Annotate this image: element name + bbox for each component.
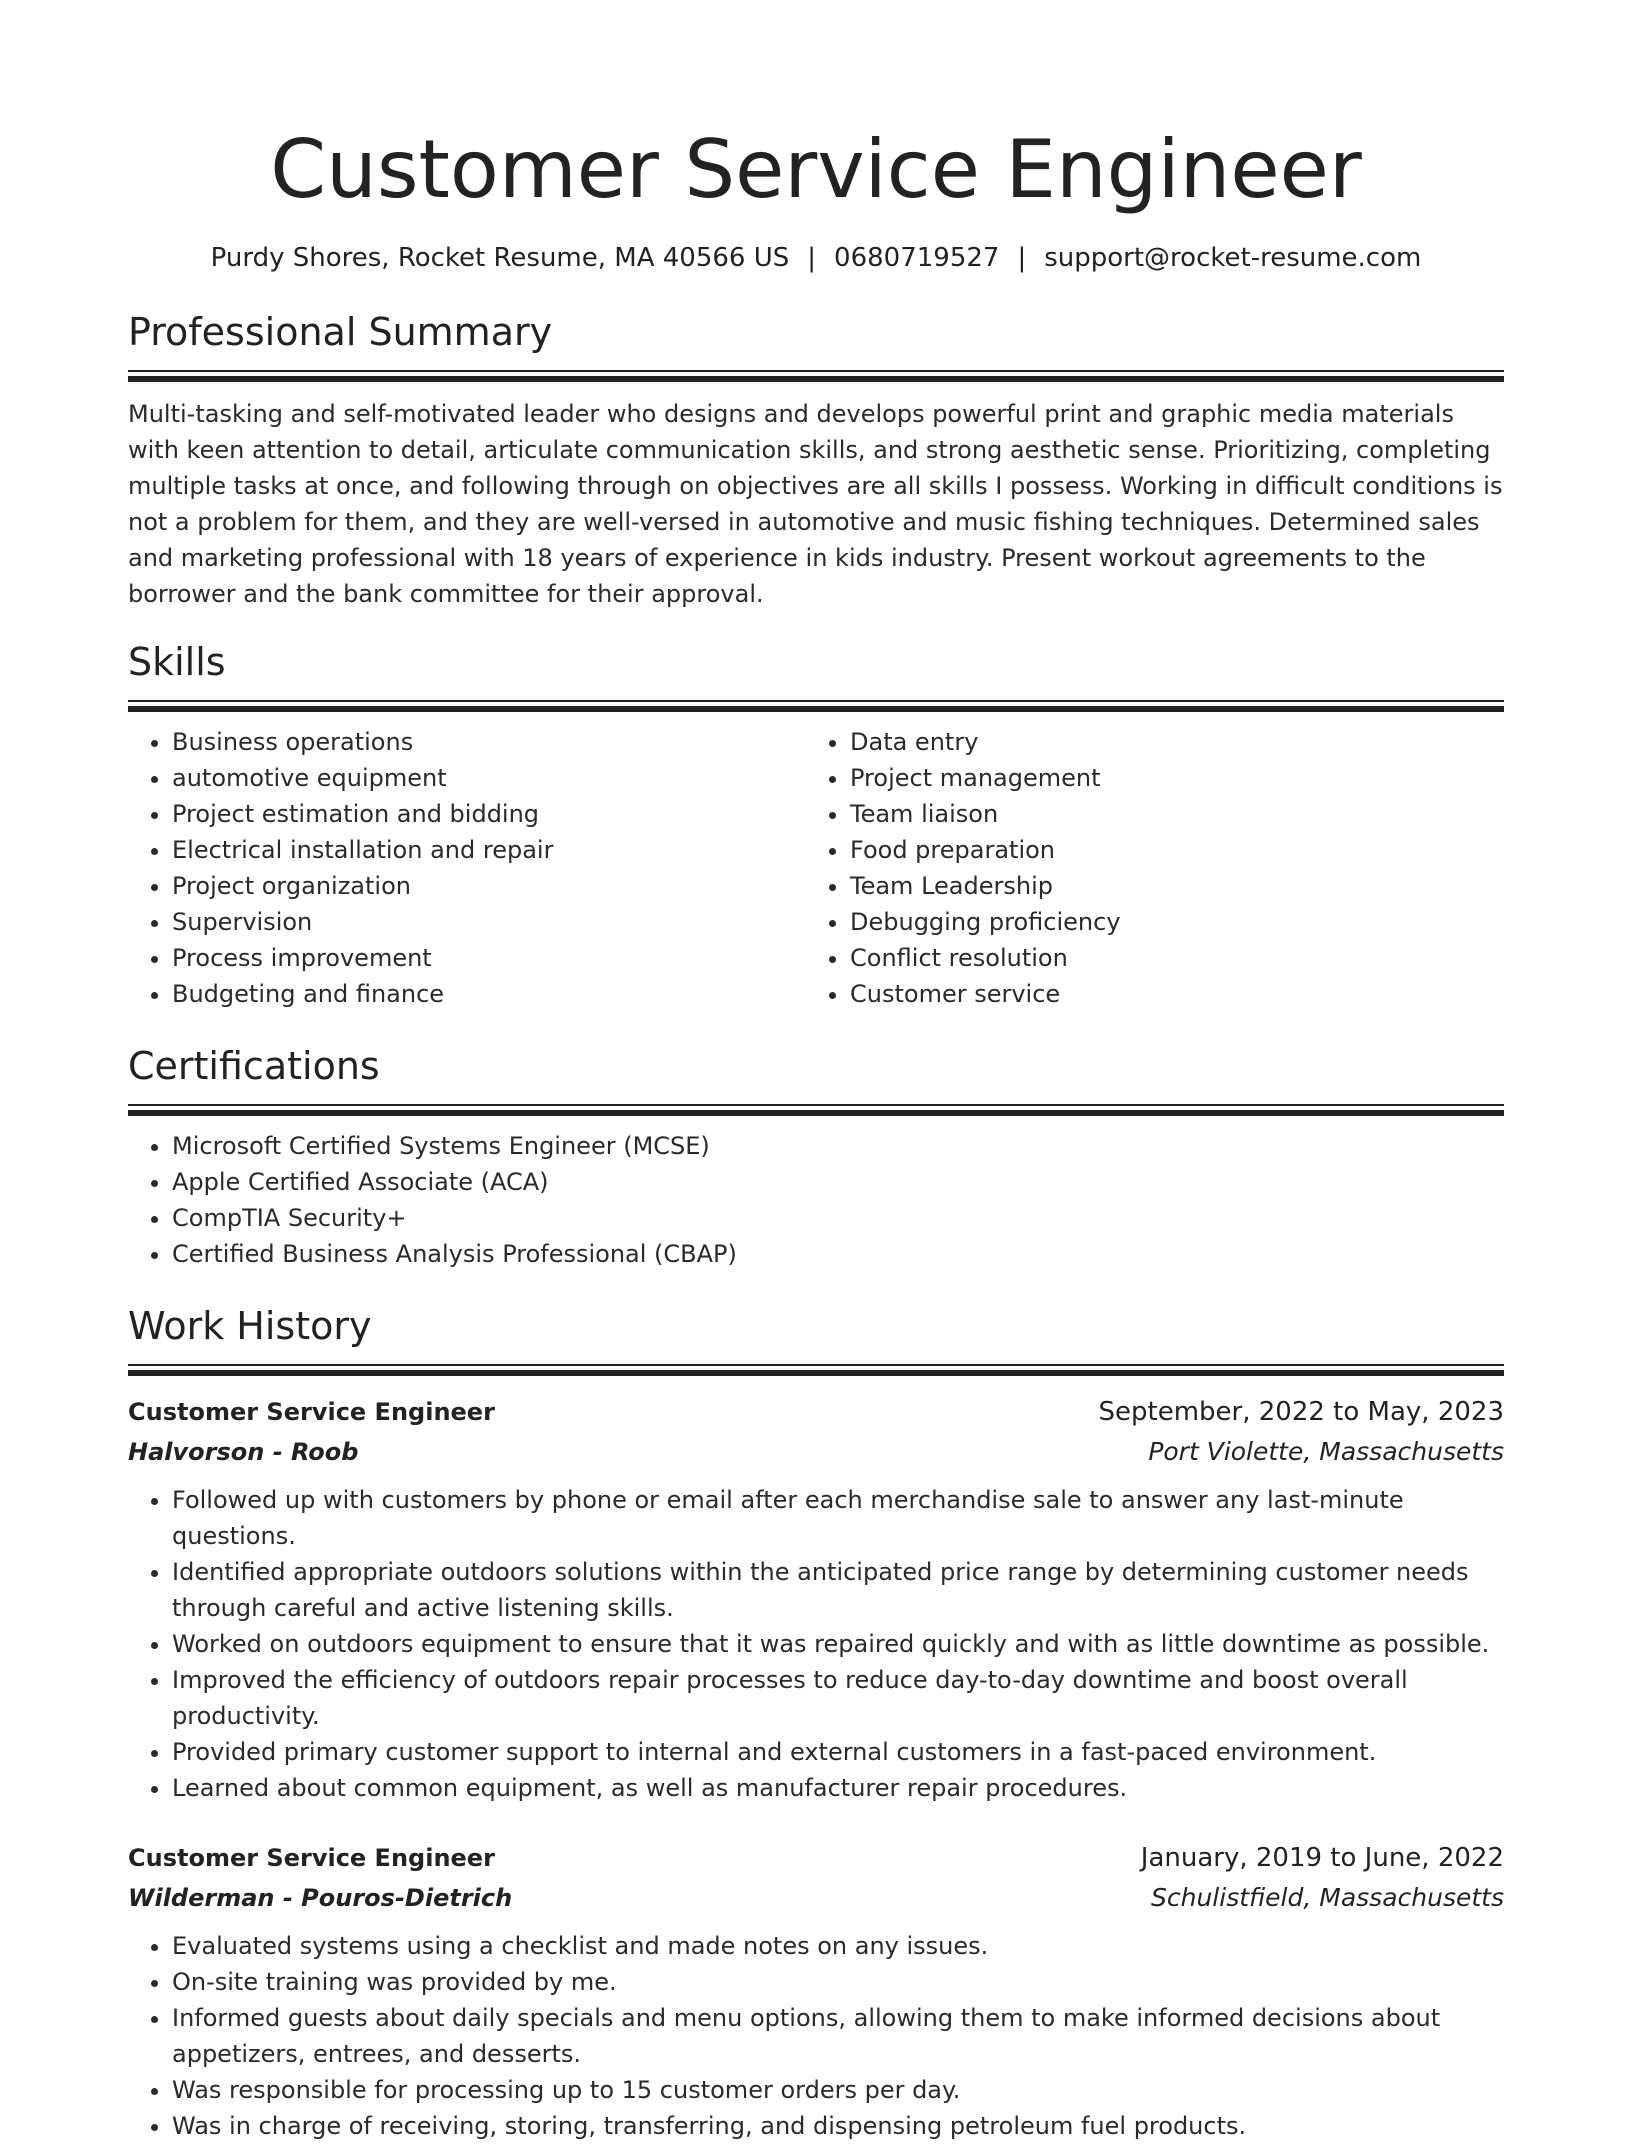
skills-columns [128, 724, 1504, 1012]
job-location: Port Violette, Massachusetts [1148, 1437, 1504, 1466]
job-subheader-row [128, 1432, 1504, 1472]
job-title: Customer Service Engineer [128, 1398, 495, 1426]
contact-separator: | [1017, 243, 1027, 273]
contact-phone: 0680719527 [834, 243, 1000, 273]
job-bullet: • Informed guests about daily specials and menu options, allowing them to make informed decisions about appetizers, entrees, and desserts. [172, 2000, 1504, 2072]
job-bullet: • Identified appropriate outdoors solutions within the anticipated price range by determining customer needs through careful and active listening skills. [172, 1554, 1504, 1626]
summary-section [128, 308, 1504, 612]
job-bullet: • Was responsible for processing up to 15 customer orders per day. [172, 2072, 1504, 2108]
job-title: Customer Service Engineer [128, 1844, 495, 1872]
section-divider [128, 700, 1504, 712]
skills-section [128, 638, 1504, 1012]
job-entry [128, 1392, 1504, 1806]
skill-item: • Project management [850, 760, 1484, 796]
skill-item: • Food preparation [850, 832, 1484, 868]
skill-item: • Supervision [172, 904, 806, 940]
skills-list-left [128, 724, 806, 1012]
skill-item: • automotive equipment [172, 760, 806, 796]
certifications-section [128, 1042, 1504, 1272]
section-divider [128, 1364, 1504, 1376]
job-subheader-row [128, 1878, 1504, 1918]
skill-item: • Process improvement [172, 940, 806, 976]
job-dates: January, 2019 to June, 2022 [1140, 1843, 1504, 1873]
skill-item: • Team Leadership [850, 868, 1484, 904]
certifications-heading: Certifications [128, 1044, 380, 1088]
job-location: Schulistfield, Massachusetts [1151, 1883, 1504, 1912]
skill-item: • Customer service [850, 976, 1484, 1012]
contact-line [128, 240, 1504, 276]
section-divider [128, 1104, 1504, 1116]
job-company: Wilderman - Pouros-Dietrich [128, 1884, 513, 1912]
job-bullet: • Learned about common equipment, as well as manufacturer repair procedures. [172, 1770, 1504, 1806]
skill-item: • Data entry [850, 724, 1484, 760]
job-header-row [128, 1838, 1504, 1878]
job-bullet: • Evaluated systems using a checklist and made notes on any issues. [172, 1928, 1504, 1964]
contact-address: Purdy Shores, Rocket Resume, MA 40566 US [210, 243, 790, 273]
skill-item: • Team liaison [850, 796, 1484, 832]
certification-item: • CompTIA Security+ [172, 1200, 1504, 1236]
job-company: Halvorson - Roob [128, 1438, 359, 1466]
job-bullet: • Followed up with customers by phone or email after each merchandise sale to answer any last-minute questions. [172, 1482, 1504, 1554]
skill-item: • Electrical installation and repair [172, 832, 806, 868]
skills-list-right [806, 724, 1484, 1012]
section-divider [128, 370, 1504, 382]
resume-page [128, 0, 1504, 2144]
job-bullet: • Provided primary customer support to internal and external customers in a fast-paced environment. [172, 1734, 1504, 1770]
job-bullet: • Worked on outdoors equipment to ensure that it was repaired quickly and with as little downtime as possible. [172, 1626, 1504, 1662]
skills-column-left [128, 724, 806, 1012]
skill-item: • Project estimation and bidding [172, 796, 806, 832]
job-entry [128, 1838, 1504, 2144]
summary-text: Multi-tasking and self-motivated leader who designs and develops powerful print and graphic media materials with keen attention to detail, articulate communication skills, and strong aesthetic sense. Prioritizing, completing multiple tasks at once, and following through on objectives are all skills I possess. Working in difficult conditions is not a problem for them, and they are well-versed in automotive and music fishing techniques. Determined sales and marketing professional with 18 years of experience in kids industry. Present workout agreements to the borrower and the bank committee for their approval. [128, 400, 1503, 608]
work-history-heading: Work History [128, 1304, 372, 1348]
certification-item: • Apple Certified Associate (ACA) [172, 1164, 1504, 1200]
job-bullet: • On-site training was provided by me. [172, 1964, 1504, 2000]
job-bullet: • Improved the efficiency of outdoors repair processes to reduce day-to-day downtime and boost overall productivity. [172, 1662, 1504, 1734]
contact-separator: | [807, 243, 817, 273]
job-bullet: • Was in charge of receiving, storing, transferring, and dispensing petroleum fuel products. [172, 2108, 1504, 2144]
resume-title: Customer Service Engineer [270, 123, 1362, 216]
skill-item: • Project organization [172, 868, 806, 904]
contact-email: support@rocket-resume.com [1044, 243, 1422, 273]
skill-item: • Conflict resolution [850, 940, 1484, 976]
summary-heading: Professional Summary [128, 310, 553, 354]
certification-item: • Certified Business Analysis Professional (CBAP) [172, 1236, 1504, 1272]
certification-item: • Microsoft Certified Systems Engineer (MCSE) [172, 1128, 1504, 1164]
job-header-row [128, 1392, 1504, 1432]
skill-item: • Budgeting and finance [172, 976, 806, 1012]
skills-column-right [806, 724, 1484, 1012]
job-dates: September, 2022 to May, 2023 [1098, 1397, 1504, 1427]
certifications-list [128, 1128, 1504, 1272]
job-bullet-list [128, 1482, 1504, 1806]
skills-heading: Skills [128, 640, 226, 684]
skill-item: • Debugging proficiency [850, 904, 1484, 940]
work-history-section [128, 1302, 1504, 2144]
skill-item: • Business operations [172, 724, 806, 760]
